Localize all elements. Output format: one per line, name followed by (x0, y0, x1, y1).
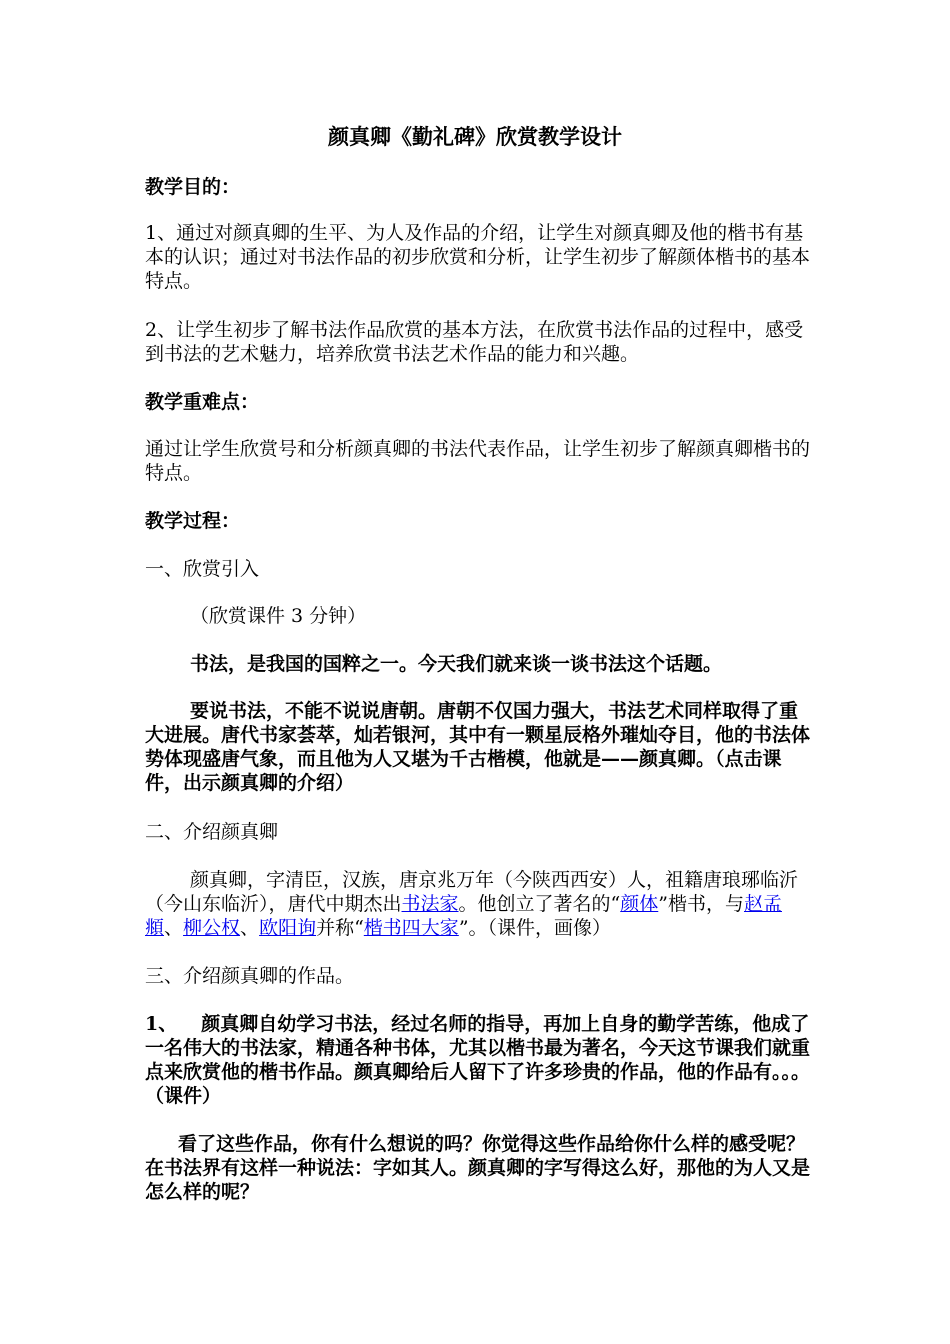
sec2-text-3: ”楷书，与 (658, 893, 744, 915)
link-liu-gongquan[interactable]: 柳公权 (183, 917, 241, 939)
link-calligrapher[interactable]: 书法家 (401, 893, 459, 915)
section-1-heading: 一、欣赏引入 (145, 558, 260, 580)
sec2-text-5: 、 (240, 917, 260, 939)
process-heading: 教学过程： (145, 510, 241, 532)
section-3-paragraph-1 (145, 1012, 810, 1108)
item-text: 颜真卿自幼学习书法，经过名师的指导，再加上自身的勤学苦练，他成了一名伟大的书法家，精通各种书体，尤其以楷书最为著名，今天这节课我们就重点来欣赏他的楷书作品。颜真卿给后人留下了许多珍贵的作品，他的作品有。。。（课件） (145, 1013, 811, 1107)
link-zhao-mengfu[interactable]: 赵孟頫 (145, 893, 782, 939)
document-title: 颜真卿《勤礼碑》欣赏教学设计 (328, 124, 622, 149)
link-four-masters[interactable]: 楷书四大家 (363, 917, 459, 939)
sec2-text-6: 并称“ (316, 917, 364, 939)
sec2-text-4: 、 (164, 917, 184, 939)
sec2-text-7: ”。（课件，画像） (458, 917, 612, 939)
link-yan-style[interactable]: 颜体 (620, 893, 659, 915)
goal-2: 2、让学生初步了解书法作品欣赏的基本方法，在欣赏书法作品的过程中，感受到书法的艺术魅力，培养欣赏书法艺术作品的能力和兴趣。 (145, 319, 804, 365)
section-3-heading: 三、介绍颜真卿的作品。 (145, 965, 355, 987)
section-1-paragraph-2: 要说书法，不能不说说唐朝。唐朝不仅国力强大，书法艺术同样取得了重大进展。唐代书家荟萃，灿若银河，其中有一颗星辰格外璀灿夺目，他的书法体势体现盛唐气象，而且他为人又堪为千古楷模，他就是——颜真卿。（点击课件，出示颜真卿的介绍） (145, 700, 811, 794)
section-3-paragraph-2: 看了这些作品，你有什么想说的吗？你觉得这些作品给你什么样的感受呢？在书法界有这样一种说法：字如其人。颜真卿的字写得这么好，那他的为人又是怎么样的呢？ (145, 1133, 811, 1203)
section-1-paragraph-1: 书法，是我国的国粹之一。今天我们就来谈一谈书法这个话题。 (190, 653, 723, 675)
item-number: 1、 (145, 1013, 178, 1035)
section-2-paragraph (145, 868, 810, 940)
section-2-heading: 二、介绍颜真卿 (145, 821, 279, 843)
section-1-note: （欣赏课件 3 分钟） (190, 605, 367, 627)
key-points-heading: 教学重难点： (145, 391, 260, 413)
key-points-text: 通过让学生欣赏号和分析颜真卿的书法代表作品，让学生初步了解颜真卿楷书的特点。 (145, 438, 811, 484)
sec2-text-2: 。他创立了著名的“ (458, 893, 621, 915)
sec2-text-1: 颜真卿，字清臣，汉族，唐京兆万年（今陕西西安）人，祖籍唐琅琊临沂（今山东临沂），唐代中期杰出 (145, 869, 799, 915)
link-ouyang-xun[interactable]: 欧阳询 (259, 917, 317, 939)
goal-1: 1、通过对颜真卿的生平、为人及作品的介绍，让学生对颜真卿及他的楷书有基本的认识；通过对书法作品的初步欣赏和分析，让学生初步了解颜体楷书的基本特点。 (145, 222, 811, 292)
goals-heading: 教学目的： (145, 176, 241, 198)
